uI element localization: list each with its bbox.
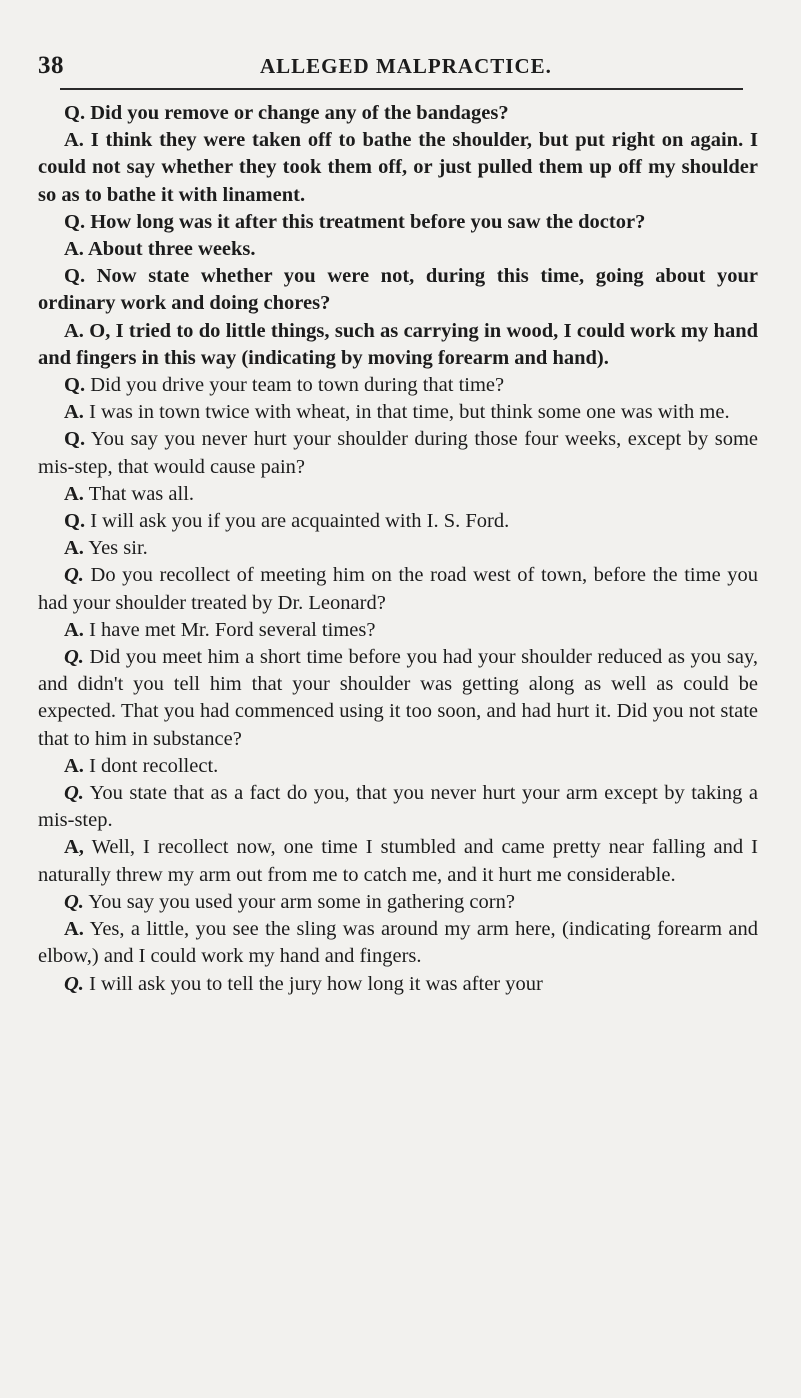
header-rule <box>60 88 743 90</box>
speaker-label: Q. <box>64 210 86 233</box>
question-paragraph <box>38 562 758 616</box>
answer-paragraph <box>38 481 758 508</box>
answer-paragraph <box>38 236 758 263</box>
speaker-label: A. <box>64 918 84 941</box>
paragraph-text: I dont recollect. <box>89 754 219 777</box>
speaker-label: Q. <box>64 564 84 587</box>
question-paragraph <box>38 426 758 480</box>
paragraph-text: Did you drive your team to town during that time? <box>90 374 505 397</box>
paragraph-text: Did you remove or change any of the bandages? <box>90 102 509 124</box>
paragraph-text: I will ask you to tell the jury how long it was after your <box>89 972 543 995</box>
paragraph-text: I think they were taken off to bathe the shoulder, but put right on again. I could not say whether they took them off, or just pulled them up off my shoulder so as to bathe it with linament. <box>38 129 758 206</box>
speaker-label: Q. <box>64 782 84 805</box>
speaker-label: Q. <box>64 428 86 451</box>
question-paragraph <box>38 372 758 399</box>
paragraph-text: Yes, a little, you see the sling was around my arm here, (indicating forearm and elbow,) and I could work my hand and fingers. <box>38 918 758 968</box>
speaker-label: A. <box>64 482 84 505</box>
speaker-label: Q. <box>64 102 86 124</box>
question-paragraph <box>38 100 758 127</box>
paragraph-text: Do you recollect of meeting him on the road west of town, before the time you had your shoulder treated by Dr. Leonard? <box>38 564 759 614</box>
speaker-label: A. <box>64 537 84 560</box>
speaker-label: A. <box>64 238 84 261</box>
answer-paragraph <box>38 753 758 780</box>
question-paragraph <box>38 209 758 236</box>
question-paragraph <box>38 889 758 916</box>
speaker-label: A. <box>64 401 84 424</box>
question-paragraph <box>38 644 758 753</box>
question-paragraph <box>38 971 758 998</box>
speaker-label: Q. <box>64 890 84 913</box>
paragraph-text: You say you never hurt your shoulder during those four weeks, except by some mis-step, that would cause pain? <box>38 428 758 478</box>
question-paragraph <box>38 263 758 317</box>
speaker-label: Q. <box>64 510 86 533</box>
speaker-label: A. <box>64 319 84 342</box>
paragraph-text: I was in town twice with wheat, in that time, but think some one was with me. <box>89 401 730 424</box>
speaker-label: Q. <box>64 374 86 397</box>
speaker-label: A. <box>64 618 84 641</box>
answer-paragraph <box>38 617 758 644</box>
answer-paragraph <box>38 916 758 970</box>
question-paragraph <box>38 508 758 535</box>
paragraph-text: Now state whether you were not, during this time, going about your ordinary work and doing chores? <box>38 265 759 315</box>
answer-paragraph <box>38 399 758 426</box>
answer-paragraph <box>38 318 758 372</box>
speaker-label: Q. <box>64 265 86 288</box>
answer-paragraph <box>38 834 758 888</box>
paragraph-text: I have met Mr. Ford several times? <box>89 618 376 641</box>
paragraph-text: You state that as a fact do you, that you never hurt your arm except by taking a mis-step. <box>38 782 758 832</box>
paragraph-text: Did you meet him a short time before you had your shoulder reduced as you say, and didn't you tell him that your shoulder was getting along as well as could be expected. That you had commenced using it too soon, and had hurt it. Did you not state that to him in substance? <box>38 646 759 750</box>
paragraph-text: About three weeks. <box>87 238 256 261</box>
paragraph-text: Yes sir. <box>88 537 148 560</box>
paragraph-text: I will ask you if you are acquainted with I. S. Ford. <box>90 510 510 533</box>
speaker-label: A. <box>64 129 84 152</box>
page-header <box>0 52 801 82</box>
speaker-label: A, <box>64 836 84 859</box>
running-head: ALLEGED MALPRACTICE. <box>260 54 552 78</box>
speaker-label: Q. <box>64 972 84 995</box>
paragraph-text: You say you used your arm some in gathering corn? <box>88 890 515 913</box>
testimony-text <box>38 100 758 998</box>
speaker-label: A. <box>64 754 84 777</box>
speaker-label: Q. <box>64 646 84 669</box>
answer-paragraph <box>38 535 758 562</box>
answer-paragraph <box>38 127 758 209</box>
paragraph-text: O, I tried to do little things, such as carrying in wood, I could work my hand and fingers in this way (indicating by moving forearm and hand). <box>38 319 758 369</box>
paragraph-text: Well, I recollect now, one time I stumbled and came pretty near falling and I naturally threw my arm out from me to catch me, and it hurt me considerable. <box>38 836 758 886</box>
paragraph-text: That was all. <box>88 482 195 505</box>
page-number: 38 <box>38 52 64 79</box>
question-paragraph <box>38 780 758 834</box>
paragraph-text: How long was it after this treatment before you saw the doctor? <box>90 210 646 233</box>
